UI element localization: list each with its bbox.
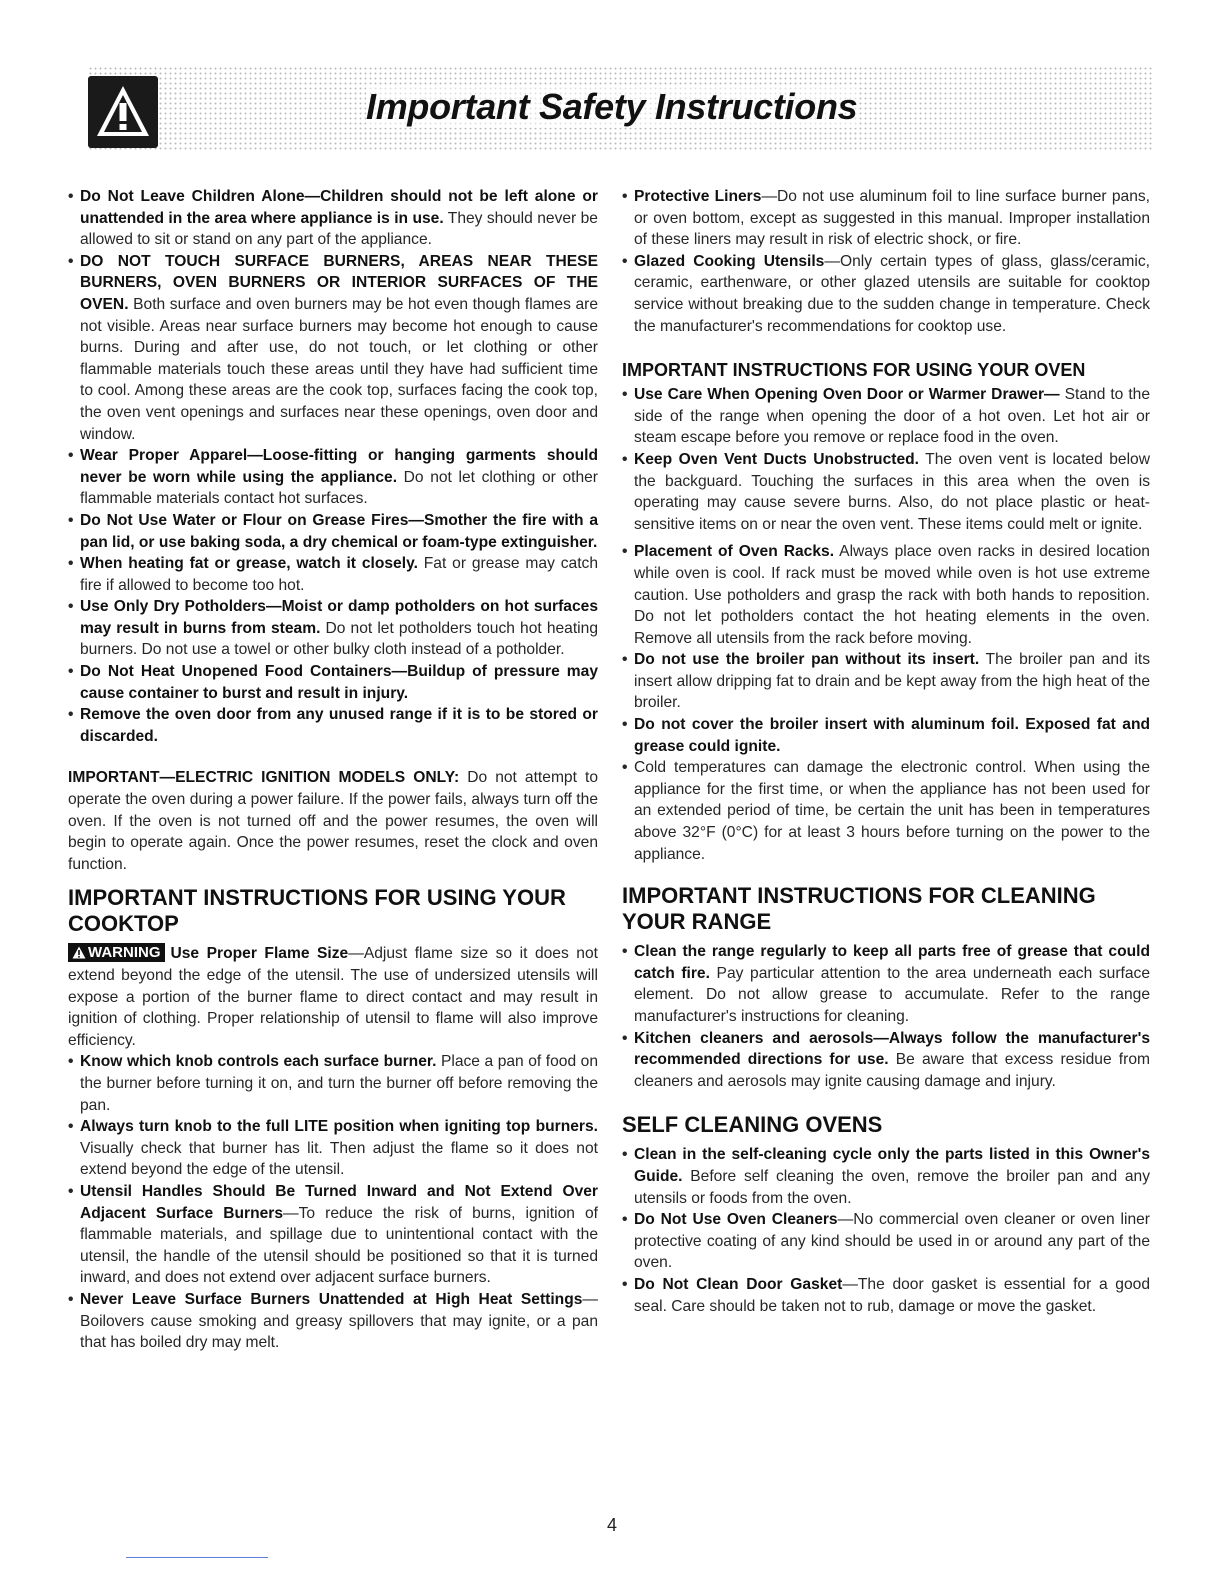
list-item: • Do Not Clean Door Gasket—The door gasket is essential for a good seal. Care should be taken not to rub, damage or move the gasket. [622, 1275, 1151, 1315]
right-column [622, 186, 1150, 1317]
oven-heading: IMPORTANT INSTRUCTIONS FOR USING YOUR OVEN [622, 360, 1086, 381]
list-item: • Use Care When Opening Oven Door or Warmer Drawer— Stand to the side of the range when opening the door of a hot oven. Let hot air or steam escape before you remove or replace food in the oven. [622, 386, 1151, 447]
warning-triangle-small-icon [72, 946, 86, 959]
list-item: • Do Not Leave Children Alone—Children should not be left alone or unattended in the area where appliance is in use. They should never be allowed to sit or stand on any part of the appliance. [68, 188, 598, 249]
list-item: • DO NOT TOUCH SURFACE BURNERS, AREAS NEAR THESE BURNERS, OVEN BURNERS OR INTERIOR SURFACES OF THE OVEN. Both surface and oven burners may be hot even though flames are not visible. Areas near surface burners may become hot enough to cause burns. During and after use, do not touch, or let clothing or other flammable materials touch these areas until they have had sufficient time to cool. Among these areas are the cook top, surfaces facing the cook top, the oven vent openings and surfaces near these openings, oven door and window. [68, 252, 598, 443]
list-item: • Remove the oven door from any unused range if it is to be stored or discarded. [68, 706, 598, 745]
list-item: • Keep Oven Vent Ducts Unobstructed. The oven vent is located below the backguard. Touching the surfaces in this area when the oven is operating may cause severe burns. Also, do not place plastic or heat-sensitive items on or near the oven vent. These items could melt or ignite. [622, 450, 1150, 533]
footer-divider [126, 1557, 268, 1558]
page-title: Important Safety Instructions [366, 86, 858, 127]
list-item: • Do Not Use Water or Flour on Grease Fires—Smother the fire with a pan lid, or use baking soda, a dry chemical or foam-type extinguisher. [68, 511, 598, 551]
list-item: • Clean the range regularly to keep all parts free of grease that could catch fire. Pay particular attention to the area underneath each surface element. Do not allow grease to accumulate. Refer to the range manufacturer's instructions for cleaning. [622, 943, 1150, 1025]
list-item: • Kitchen cleaners and aerosols—Always follow the manufacturer's recommended directions for use. Be aware that excess residue from cleaners and aerosols may ignite causing damage and injury. [622, 1029, 1150, 1090]
electric-ignition-note: IMPORTANT—ELECTRIC IGNITION MODELS ONLY: Do not attempt to operate the oven during a power failure. If the power fails, always turn off the oven. If the oven is not turned off and the power resumes, the oven will begin to operate again. Once the power resumes, reset the clock and oven function. [68, 769, 598, 873]
list-item: • Utensil Handles Should Be Turned Inward and Not Extend Over Adjacent Surface Burners—To reduce the risk of burns, ignition of flammable materials, and spillage due to unintentional contact with the utensil, the handle of the utensil should be positioned so that it is turned inward, and does not extend over adjacent surface burners. [68, 1182, 598, 1287]
left-column [68, 186, 598, 1354]
cleaning-heading: IMPORTANT INSTRUCTIONS FOR CLEANING YOUR RANGE [622, 883, 1096, 935]
list-item: • Glazed Cooking Utensils—Only certain types of glass, glass/ceramic, ceramic, earthenware, or other glazed utensils are suitable for cooktop service without breaking due to the sudden change in temperature. Check the manufacturer's recommendations for cooktop use. [622, 252, 1150, 335]
page-number: 4 [606, 1515, 617, 1535]
warning-triangle-icon [88, 76, 158, 148]
list-item: • Clean in the self-cleaning cycle only the parts listed in this Owner's Guide. Before self cleaning the oven, remove the broiler pan and any utensils or foods from the oven. [622, 1146, 1150, 1207]
list-item: • Cold temperatures can damage the electronic control. When using the appliance for the first time, or when the appliance has not been used for an extended period of time, be certain the unit has been in temperatures above 32°F (0°C) for at least 3 hours before turning on the power to the appliance. [622, 759, 1150, 863]
list-item: • When heating fat or grease, watch it closely. Fat or grease may catch fire if allowed to become too hot. [68, 555, 599, 594]
list-item: • Do Not Use Oven Cleaners—No commercial oven cleaner or oven liner protective coating of any kind should be used in or around any part of the oven. [622, 1211, 1150, 1272]
list-item: • Use Only Dry Potholders—Moist or damp potholders on hot surfaces may result in burns from steam. Do not let potholders touch hot heating burners. Do not use a towel or other bulky cloth instead of a potholder. [68, 598, 598, 659]
list-item: • Always turn knob to the full LITE position when igniting top burners. Visually check that burner has lit. Then adjust the flame so it does not extend beyond the edge of the utensil. [68, 1118, 598, 1179]
cooktop-heading: IMPORTANT INSTRUCTIONS FOR USING YOUR COOKTOP [68, 885, 566, 937]
list-item: • Placement of Oven Racks. Always place oven racks in desired location while oven is cool. If rack must be moved while oven is hot use extreme caution. Use potholders and grasp the rack with both hands to reposition. Do not let potholders contact the hot heating elements in the oven. Remove all utensils from the rack before moving. [622, 543, 1150, 647]
self-cleaning-heading: SELF CLEANING OVENS [622, 1112, 883, 1138]
warning-paragraph: WARNING Use Proper Flame Size—Adjust flame size so it does not extend beyond the edge of the utensil. The use of undersized utensils will expose a portion of the burner flame to direct contact and may result in ignition of clothing. Proper relationship of utensil to flame will also improve efficiency. [68, 944, 598, 1049]
list-item: • Never Leave Surface Burners Unattended at High Heat Settings—Boilovers cause smoking and greasy spillovers that may ignite, or a pan that has boiled dry may melt. [68, 1290, 598, 1352]
list-item: • Protective Liners—Do not use aluminum foil to line surface burner pans, or oven bottom, except as suggested in this manual. Improper installation of these liners may result in risk of electric shock, or fire. [622, 188, 1150, 249]
list-item: • Do not cover the broiler insert with aluminum foil. Exposed fat and grease could ignite. [622, 716, 1150, 755]
list-item: • Know which knob controls each surface burner. Place a pan of food on the burner before turning it on, and turn the burner off before removing the pan. [68, 1053, 598, 1114]
warning-badge: WARNING [68, 943, 165, 962]
list-item: • Do Not Heat Unopened Food Containers—Buildup of pressure may cause container to burst and result in injury. [68, 663, 598, 702]
list-item: • Do not use the broiler pan without its insert. The broiler pan and its insert allow dripping fat to drain and be kept away from the high heat of the broiler. [622, 651, 1150, 712]
list-item: • Wear Proper Apparel—Loose-fitting or hanging garments should never be worn while using the appliance. Do not let clothing or other flammable materials contact hot surfaces. [68, 447, 599, 508]
